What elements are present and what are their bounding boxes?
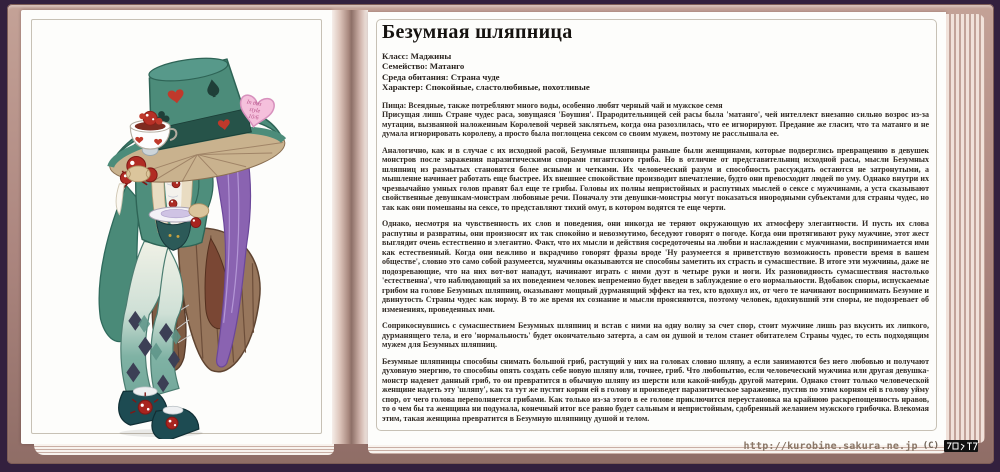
page-edges-right [946,14,985,443]
footer [368,440,978,452]
food-line: Пища: Всеядные, также потребляют много воды, особенно любят черный чай и мужское семя [382,100,723,110]
right-page [368,12,946,445]
svg-text:10/6: 10/6 [247,113,260,122]
svg-text:In this: In this [246,99,262,108]
meta-disposition: Характер: Спокойные, сластолюбивые, похотливые [382,82,590,93]
shoes [119,387,203,439]
paragraph: Безумные шляпницы способны снимать большой гриб, растущий у них на головах словно шляпу, а если занимаются без него любовью и получают духовную энергию, то способны опять создать себе новую шляпу или, точнее, гриб. Что любопытно, если человеческий мужчина или другая девушка-монстр наденет данный гриб, то он превратится в обычную шляпу из шерсти или какой-нибудь другой материи. Однако стоит только человеческой женщине надеть эту 'шляпу', как та тут же пустит корни ей в голову и произведет паразитическое заражение, пустив по этим корням ей в голову уйму спор, от чего голова переполняется грибами. Как только из-за этого в ее голове приключится переустановка на крайнюю раскрепощенность нравов, то о чем бы та женщина ни подумала, конечный итог все равно будет сальным и непристойным, сдобренный желанием мужского грибочка. Влекомая этим, такая женщина превратится в Безумную шляпницу душой и телом. [382,356,929,423]
character-illustration [27,15,325,439]
paragraph: Аналогично, как и в случае с их исходной расой, Безумные шляпницы раньше были женщинами, которые подверглись превращению в девушек монстров после заражения паразитическими спорами гигантского гриба. Но в отличие от представительниц исходной расы, мысли Безумных шляпниц из размытых становятся более ясными и четкими. Их человеческий разум и способность рассуждать остаются не затронутыми, а мышление начинает работать еще быстрее. Их внешнее спокойствие производит впечатление, будто они превосходит людей по уму. Однако внутри их чрезвычайно умных голов правят бал еще те грибы. Головы их полны непристойных и распутных мыслей о сексе с мужчинами, а уста сказывают свойственные девушкам-монстрам любовные речи. Поначалу эти девушки-монстры могут показаться инородными субъектами для страны чудес, но так как они помешаны на сексе, то представляют тихий омут, в котором водятся те еще черти. [382,145,929,212]
left-page [21,10,332,444]
paragraph: Присущая лишь Стране чудес раса, зовущаяся 'Боушия'. Прародительницей сей расы была 'матанго', чей интеллект внезапно сильно возрос из-за мутации, вызванной наложенным Королевой червей заклятьем, когда она разозлилась, что ее игнорируют. Предание же гласит, что та матанго и не думала игнорировать королеву, а просто была поглощена сексом со своим мужем, поэтому не расслышала ее. [382,110,929,139]
paragraph: Однако, несмотря на чувственность их слов и поведения, они никогда не теряют окружающую их атмосферу элегантности. И пусть их слова распутны и развратны, они произносят их так спокойно и невозмутимо, беседуют говорят о погоде. Когда они протягивают руку мужчине, этот жест выглядит очень естественно и элегантно. Факт, что их мысли и действия сосредоточены на любви и наслаждении с мужчинами, воспринимается ими как естественный. Когда они вежливо и вкрадчиво говорят фразы вроде 'Ну разумеется я приветствую возможность провести время в вашем обществе', словно это само собой разумеется, мужчины оказываются не способны заметить их страсть и сумасшествие. В итоге эти мужчины, даже не подозревающие, что на них вот-вот нападут, начинают играть с ними дуэт в четыре руки и ноги. Их разновидность сумасшествия настолько 'естественна', что наблюдающий за их поведением человек непременно будет введен в заблуждение о его нормальности. Вдобавок споры, испускаемые грибом на голове Безумных шляпниц, оказывают мощный дурманящий эффект на тех, кто вдохнул их, от чего те начинают воспринимать Безумие и двинутость Страны чудес как норму. В то же время их сознание и мысли проясняются, поэтому человек, вдохнувший эти споры, не подозревает об изменениях, проведенных ими. [382,219,929,314]
meta-class: Класс: Маджины [382,51,452,61]
article [382,21,929,425]
meta-family: Семейство: Матанго [382,61,465,72]
meta-habitat: Среда обитания: Страна чуде [382,71,500,82]
book-gutter [332,10,368,444]
kurobinega-badge [944,440,978,452]
body-text [382,101,929,424]
paragraph: Соприкоснувшись с сумасшествием Безумных шляпниц и встав с ними на одну волну за счет спор, стоит мужчине лишь раз вкусить их липкого, дурманящего тела, и его 'нормальность' будет окончательно затерта, а сам он душой и телом станет обитателем Страны чудес, то есть подходящим мужем для Безумных шляпниц. [382,321,929,350]
copyright-mark: (C) [922,441,939,451]
source-url: http://kurobine.sakura.ne.jp [743,440,918,452]
page-title: Безумная шляпница [382,21,573,43]
page-edges-bottom-left [34,444,334,455]
svg-text:style: style [248,106,261,115]
